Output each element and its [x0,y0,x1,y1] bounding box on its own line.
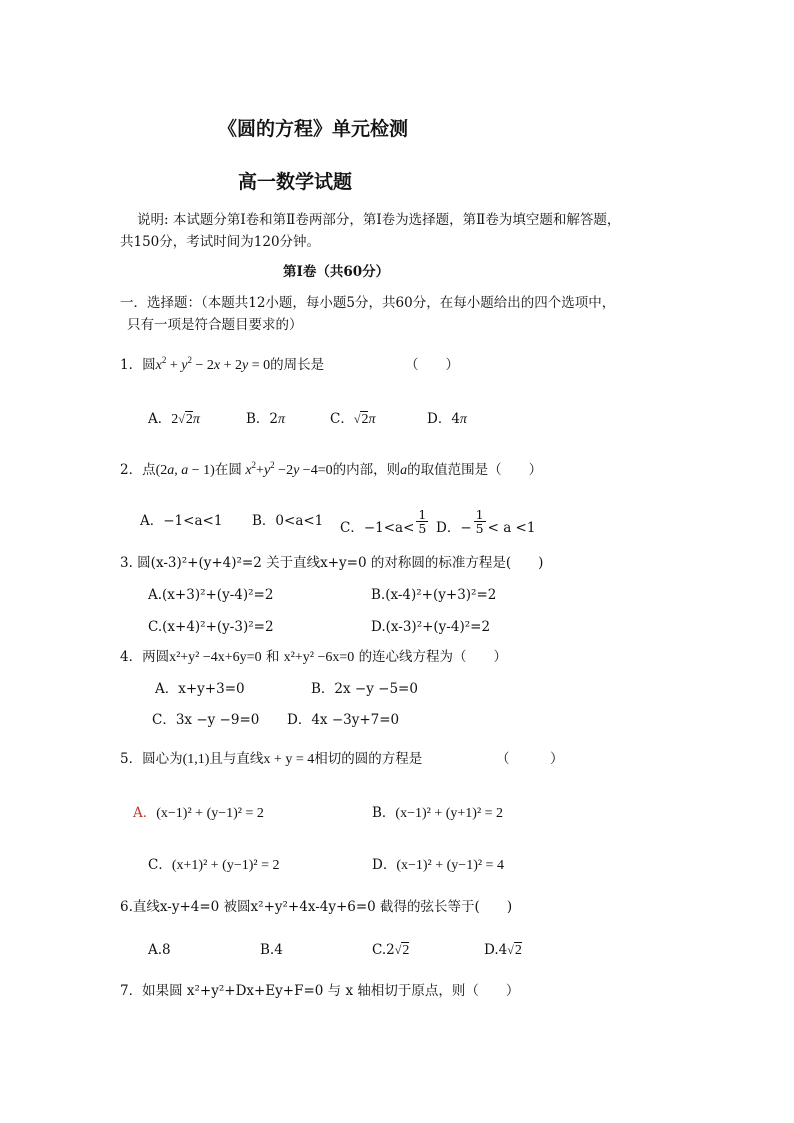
q1-option-c: C．√2π [330,411,376,427]
q4-option-b: B．2x −y −5=0 [311,681,418,697]
section-title: 第Ⅰ卷（共60分） [283,264,390,280]
q5-option-d: D．(x−1)² + (y−1)² = 4 [372,857,504,873]
q3-option-a: A.(x+3)²+(y-4)²=2 [148,587,274,603]
part-line-1: 一．选择题：（本题共12小题，每小题5分，共60分，在每小题给出的四个选项中， [120,295,616,311]
question-1 [120,355,325,373]
q6-option-c: C.2√2 [372,942,410,958]
q4-option-a: A．x+y+3=0 [155,681,245,697]
q3-option-d: D.(x-3)²+(y-4)²=2 [371,619,491,635]
q6-option-a: A.8 [148,942,171,958]
q5-option-b: B．(x−1)² + (y+1)² = 2 [372,805,504,821]
q6-option-b: B.4 [260,942,283,958]
page-title: 《圆的方程》单元检测 [218,118,409,140]
question-2: 2．点(2a, a − 1)在圆 $x^2+y^2 -2y -4=0$的内部，则a的取值范围是（ ） [120,460,543,478]
q2-option-d: D．− $\frac{1}{5}$ < a <1 [436,507,536,536]
q2-option-c: C．−1<a< $\frac{1}{5}$ [340,507,427,536]
question-4: 4．两圆x²+y² −4x+6y=0 和 x²+y² −6x=0 的连心线方程为（ ） [120,649,508,665]
intro-line-1: 说明: 本试题分第Ⅰ卷和第Ⅱ卷两部分，第Ⅰ卷为选择题，第Ⅱ卷为填空题和解答题， [137,212,621,228]
q3-option-c: C.(x+4)²+(y-3)²=2 [148,619,274,635]
q1-tail: 的周长是 [270,357,325,373]
question-7: 7．如果圆 x²+y²+Dx+Ey+F=0 与 x 轴相切于原点，则（ ） [120,983,520,999]
q5-option-a: A．(x−1)² + (y−1)² = 2 [133,805,264,821]
q1-option-a: A．2√2π [148,411,200,427]
q4-option-c: C．3x −y −9=0 [152,712,260,728]
question-5: 5．圆心为(1,1)且与直线x + y = 4相切的圆的方程是 [120,751,423,767]
page-subtitle: 高一数学试题 [238,171,353,193]
q3-option-b: B.(x-4)²+(y+3)²=2 [371,587,497,603]
question-6: 6.直线x-y+4=0 被圆x²+y²+4x-4y+6=0 截得的弦长等于( ) [120,899,513,915]
q2-option-b: B．0<a<1 [252,513,324,529]
q1-number: 1．圆 [120,357,156,373]
q1-option-b: B．2π [246,411,286,427]
part-line-2: 只有一项是符合题目要求的） [127,317,303,333]
question-3: 3. 圆(x-3)²+(y+4)²=2 关于直线x+y=0 的对称圆的标准方程是( ) [120,555,544,571]
q1-answer-paren: （ ） [405,357,459,373]
q5-answer-paren: （ ） [496,751,564,767]
q5-option-c: C．(x+1)² + (y−1)² = 2 [148,857,280,873]
intro-line-2: 共150分，考试时间为120分钟。 [120,234,321,250]
q6-option-d: D.4√2 [484,942,522,958]
q1-option-d: D．4π [427,411,467,427]
q2-option-a: A．−1<a<1 [140,513,223,529]
q4-option-d: D．4x −3y+7=0 [287,712,400,728]
q1-equation: $x^2 + y^2 - 2x + 2y = 0$ [155,355,271,373]
